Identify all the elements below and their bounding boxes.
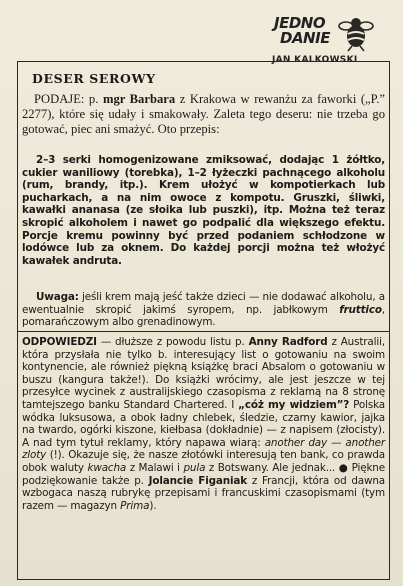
answers-text-5: z Malawi i xyxy=(129,461,180,474)
intro-text-2: z Krakowa w rewanżu za faworki („P.” 2277), które się udały i smakowały. Zaleta tego deseru: nie trzeba go gotować, piec ani smażyć. Oto przepis: xyxy=(22,92,385,136)
recipe-body: 2–3 serki homogenizowane zmiksować, dodając 1 żółtko, cukier waniliowy (torebka), 1–2 łyżeczki pachnącego alkoholu (rum, brandy, itp.). Krem ułożyć w kompotierkach lub pucharkach, a na nim owoce z kompotu. Gruszki, śliwki, kawałki ananasa (ze słoika lub puszki), itp. Można też teraz skropić alkoholem i nawet go podpalić dla większego efektu. Porcje kremu powinny być przed podaniem schłodzone w lodówce lub za oknem. Do każdej porcji można też włożyć kawałek andruta. xyxy=(22,154,385,267)
column-logo-title xyxy=(274,16,330,46)
note-fruttico: fruttico xyxy=(339,303,382,316)
magazine-prima: Prima xyxy=(120,499,150,512)
answers-text-2: z Australii, która przysłała nie tylko b. interesujący list o gotowaniu na swoim kontynencie, ale również piękną książkę braci Absalom o gotowaniu w buszu (kangura także!). Do książki wrócimy, ale jest jeszcze w tej przesyłce wycinek z australijskiego czasopisma z reklamą na 8 stronę tamtejszego banku Standard Chartered. I xyxy=(22,336,386,411)
answers-question: „cóż my widziem”? xyxy=(238,398,350,411)
note-text-2: , pomarańczowym albo grenadinowym. xyxy=(22,303,385,329)
intro-text-1: PODAJE: p. xyxy=(34,92,99,106)
article-title: DESER SEROWY xyxy=(32,71,156,86)
column-author: JAN KALKOWSKI xyxy=(272,55,358,65)
answers-text-6: z Botswany. Ale jednak... ● Piękne podziękowanie także p. xyxy=(22,461,385,487)
logo-line-2: DANIE xyxy=(280,29,330,47)
answers-text-8: ). xyxy=(149,499,157,512)
recipe-text xyxy=(22,154,385,267)
reader-name-1: Anny Radford xyxy=(248,336,328,348)
answers-text-1: — dłuższe z powodu listu p. xyxy=(100,336,245,348)
reader-name-2: Jolancie Figaniak xyxy=(148,474,248,487)
logo-line-1: JEDNO xyxy=(274,14,326,32)
note-text-1: jeśli krem mają jeść także dzieci — nie dodawać alkoholu, a ewentualnie skropić jakimś syropem, np. jabłkowym xyxy=(22,291,385,316)
answers-text-7: z Francji, która od dawna wzbogaca naszą rubrykę przepisami i francuskimi czasopismami (tym razem — magazyn xyxy=(22,474,385,512)
note-paragraph xyxy=(22,291,385,329)
currency-pula: pula xyxy=(183,461,206,474)
article-intro xyxy=(22,92,385,136)
note-label: Uwaga: xyxy=(36,291,79,303)
author-name: mgr Barbara xyxy=(102,92,176,106)
section-divider xyxy=(17,331,390,332)
answers-text-3: Polska wódka luksusowa, a obok ładny chlebek, śledzie, czarny kawior, jajka na twardo, ogórki kiszone, kiełbasa (dokładnie) — z napisem (złocisty). A nad tym tytuł reklamy, który napawa wiarą: xyxy=(22,398,385,449)
answers-label: ODPOWIEDZI xyxy=(22,336,97,348)
answers-paragraph xyxy=(22,336,385,512)
bee-mascot-icon xyxy=(338,16,374,52)
ad-slogan: another day — another zloty xyxy=(22,436,385,462)
currency-kwacha: kwacha xyxy=(87,461,127,474)
answers-text-4: (!). Okazuje się, że nasze złotówki interesują ten bank, co prawda obok waluty xyxy=(22,449,385,474)
